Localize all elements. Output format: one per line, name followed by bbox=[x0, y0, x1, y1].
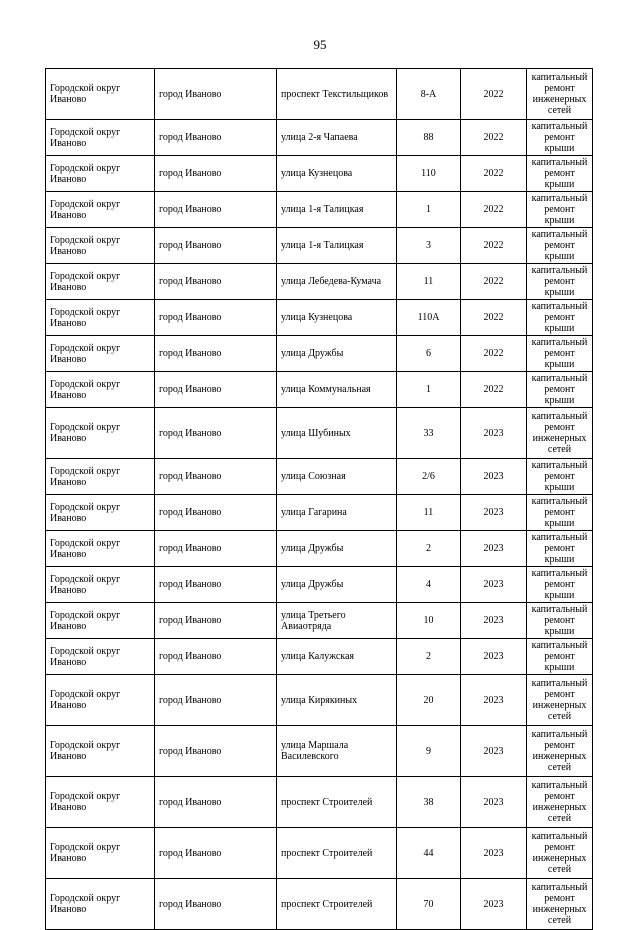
work-type-cell: капитальный ремонт инженерных сетей bbox=[527, 675, 593, 726]
house-number-cell: 38 bbox=[397, 777, 461, 828]
table-row bbox=[46, 156, 593, 192]
work-type-cell: капитальный ремонт инженерных сетей bbox=[527, 879, 593, 930]
locality-cell: город Иваново bbox=[155, 192, 277, 228]
street-cell: улица Маршала Василевского bbox=[277, 726, 397, 777]
housing-repair-table bbox=[45, 68, 593, 930]
year-cell: 2022 bbox=[461, 264, 527, 300]
work-type-cell: капитальный ремонт крыши bbox=[527, 228, 593, 264]
work-type-cell: капитальный ремонт крыши bbox=[527, 120, 593, 156]
street-cell: улица Шубиных bbox=[277, 408, 397, 459]
municipality-cell: Городской округ Иваново bbox=[46, 531, 155, 567]
house-number-cell: 11 bbox=[397, 495, 461, 531]
street-cell: улица Дружбы bbox=[277, 336, 397, 372]
municipality-cell: Городской округ Иваново bbox=[46, 120, 155, 156]
house-number-cell: 4 bbox=[397, 567, 461, 603]
work-type-cell: капитальный ремонт инженерных сетей bbox=[527, 69, 593, 120]
table-row bbox=[46, 879, 593, 930]
street-cell: улица Кузнецова bbox=[277, 300, 397, 336]
table-row bbox=[46, 567, 593, 603]
house-number-cell: 2 bbox=[397, 531, 461, 567]
house-number-cell: 88 bbox=[397, 120, 461, 156]
house-number-cell: 44 bbox=[397, 828, 461, 879]
work-type-cell: капитальный ремонт крыши bbox=[527, 459, 593, 495]
locality-cell: город Иваново bbox=[155, 675, 277, 726]
street-cell: проспект Текстильщиков bbox=[277, 69, 397, 120]
street-cell: улица Третьего Авиаотряда bbox=[277, 603, 397, 639]
work-type-cell: капитальный ремонт инженерных сетей bbox=[527, 828, 593, 879]
work-type-cell: капитальный ремонт крыши bbox=[527, 603, 593, 639]
municipality-cell: Городской округ Иваново bbox=[46, 495, 155, 531]
year-cell: 2023 bbox=[461, 675, 527, 726]
house-number-cell: 1 bbox=[397, 372, 461, 408]
house-number-cell: 1 bbox=[397, 192, 461, 228]
municipality-cell: Городской округ Иваново bbox=[46, 777, 155, 828]
municipality-cell: Городской округ Иваново bbox=[46, 828, 155, 879]
municipality-cell: Городской округ Иваново bbox=[46, 264, 155, 300]
street-cell: улица Дружбы bbox=[277, 531, 397, 567]
table-row bbox=[46, 192, 593, 228]
year-cell: 2022 bbox=[461, 300, 527, 336]
table-row bbox=[46, 603, 593, 639]
street-cell: улица 1-я Талицкая bbox=[277, 228, 397, 264]
municipality-cell: Городской округ Иваново bbox=[46, 675, 155, 726]
locality-cell: город Иваново bbox=[155, 120, 277, 156]
table-row bbox=[46, 639, 593, 675]
year-cell: 2023 bbox=[461, 531, 527, 567]
municipality-cell: Городской округ Иваново bbox=[46, 192, 155, 228]
table-row bbox=[46, 777, 593, 828]
work-type-cell: капитальный ремонт крыши bbox=[527, 156, 593, 192]
locality-cell: город Иваново bbox=[155, 567, 277, 603]
street-cell: улица Кирякиных bbox=[277, 675, 397, 726]
street-cell: улица 2-я Чапаева bbox=[277, 120, 397, 156]
year-cell: 2022 bbox=[461, 372, 527, 408]
year-cell: 2023 bbox=[461, 726, 527, 777]
house-number-cell: 70 bbox=[397, 879, 461, 930]
street-cell: проспект Строителей bbox=[277, 879, 397, 930]
table-row bbox=[46, 459, 593, 495]
work-type-cell: капитальный ремонт крыши bbox=[527, 192, 593, 228]
work-type-cell: капитальный ремонт крыши bbox=[527, 300, 593, 336]
year-cell: 2022 bbox=[461, 228, 527, 264]
year-cell: 2023 bbox=[461, 408, 527, 459]
locality-cell: город Иваново bbox=[155, 639, 277, 675]
municipality-cell: Городской округ Иваново bbox=[46, 639, 155, 675]
table-row bbox=[46, 228, 593, 264]
street-cell: улица Дружбы bbox=[277, 567, 397, 603]
municipality-cell: Городской округ Иваново bbox=[46, 69, 155, 120]
locality-cell: город Иваново bbox=[155, 879, 277, 930]
house-number-cell: 110 bbox=[397, 156, 461, 192]
work-type-cell: капитальный ремонт крыши bbox=[527, 495, 593, 531]
locality-cell: город Иваново bbox=[155, 69, 277, 120]
work-type-cell: капитальный ремонт крыши bbox=[527, 336, 593, 372]
table-row bbox=[46, 69, 593, 120]
locality-cell: город Иваново bbox=[155, 495, 277, 531]
page-number: 95 bbox=[313, 37, 327, 52]
municipality-cell: Городской округ Иваново bbox=[46, 156, 155, 192]
house-number-cell: 2/6 bbox=[397, 459, 461, 495]
year-cell: 2023 bbox=[461, 459, 527, 495]
house-number-cell: 33 bbox=[397, 408, 461, 459]
street-cell: улица Гагарина bbox=[277, 495, 397, 531]
year-cell: 2022 bbox=[461, 69, 527, 120]
municipality-cell: Городской округ Иваново bbox=[46, 567, 155, 603]
year-cell: 2023 bbox=[461, 777, 527, 828]
locality-cell: город Иваново bbox=[155, 531, 277, 567]
house-number-cell: 6 bbox=[397, 336, 461, 372]
locality-cell: город Иваново bbox=[155, 777, 277, 828]
house-number-cell: 8-А bbox=[397, 69, 461, 120]
street-cell: проспект Строителей bbox=[277, 828, 397, 879]
work-type-cell: капитальный ремонт инженерных сетей bbox=[527, 408, 593, 459]
year-cell: 2023 bbox=[461, 828, 527, 879]
street-cell: улица Союзная bbox=[277, 459, 397, 495]
locality-cell: город Иваново bbox=[155, 726, 277, 777]
house-number-cell: 11 bbox=[397, 264, 461, 300]
table-row bbox=[46, 675, 593, 726]
municipality-cell: Городской округ Иваново bbox=[46, 603, 155, 639]
municipality-cell: Городской округ Иваново bbox=[46, 408, 155, 459]
municipality-cell: Городской округ Иваново bbox=[46, 228, 155, 264]
table-row bbox=[46, 372, 593, 408]
work-type-cell: капитальный ремонт крыши bbox=[527, 264, 593, 300]
table-row bbox=[46, 828, 593, 879]
year-cell: 2022 bbox=[461, 336, 527, 372]
municipality-cell: Городской округ Иваново bbox=[46, 459, 155, 495]
work-type-cell: капитальный ремонт крыши bbox=[527, 567, 593, 603]
street-cell: улица Коммунальная bbox=[277, 372, 397, 408]
year-cell: 2023 bbox=[461, 603, 527, 639]
street-cell: проспект Строителей bbox=[277, 777, 397, 828]
work-type-cell: капитальный ремонт инженерных сетей bbox=[527, 726, 593, 777]
municipality-cell: Городской округ Иваново bbox=[46, 300, 155, 336]
locality-cell: город Иваново bbox=[155, 156, 277, 192]
locality-cell: город Иваново bbox=[155, 300, 277, 336]
locality-cell: город Иваново bbox=[155, 459, 277, 495]
street-cell: улица Лебедева-Кумача bbox=[277, 264, 397, 300]
locality-cell: город Иваново bbox=[155, 408, 277, 459]
year-cell: 2022 bbox=[461, 156, 527, 192]
work-type-cell: капитальный ремонт крыши bbox=[527, 372, 593, 408]
locality-cell: город Иваново bbox=[155, 372, 277, 408]
municipality-cell: Городской округ Иваново bbox=[46, 336, 155, 372]
locality-cell: город Иваново bbox=[155, 828, 277, 879]
house-number-cell: 20 bbox=[397, 675, 461, 726]
locality-cell: город Иваново bbox=[155, 264, 277, 300]
table-row bbox=[46, 120, 593, 156]
house-number-cell: 9 bbox=[397, 726, 461, 777]
table-row bbox=[46, 726, 593, 777]
table-row bbox=[46, 264, 593, 300]
house-number-cell: 3 bbox=[397, 228, 461, 264]
table-row bbox=[46, 336, 593, 372]
table-row bbox=[46, 495, 593, 531]
year-cell: 2022 bbox=[461, 192, 527, 228]
municipality-cell: Городской округ Иваново bbox=[46, 879, 155, 930]
street-cell: улица 1-я Талицкая bbox=[277, 192, 397, 228]
locality-cell: город Иваново bbox=[155, 336, 277, 372]
house-number-cell: 110А bbox=[397, 300, 461, 336]
house-number-cell: 10 bbox=[397, 603, 461, 639]
table-row bbox=[46, 300, 593, 336]
municipality-cell: Городской округ Иваново bbox=[46, 372, 155, 408]
year-cell: 2023 bbox=[461, 639, 527, 675]
table-row bbox=[46, 408, 593, 459]
year-cell: 2022 bbox=[461, 120, 527, 156]
locality-cell: город Иваново bbox=[155, 228, 277, 264]
locality-cell: город Иваново bbox=[155, 603, 277, 639]
work-type-cell: капитальный ремонт инженерных сетей bbox=[527, 777, 593, 828]
year-cell: 2023 bbox=[461, 879, 527, 930]
house-number-cell: 2 bbox=[397, 639, 461, 675]
work-type-cell: капитальный ремонт крыши bbox=[527, 639, 593, 675]
table-body bbox=[46, 69, 593, 930]
municipality-cell: Городской округ Иваново bbox=[46, 726, 155, 777]
table-row bbox=[46, 531, 593, 567]
year-cell: 2023 bbox=[461, 495, 527, 531]
street-cell: улица Кузнецова bbox=[277, 156, 397, 192]
year-cell: 2023 bbox=[461, 567, 527, 603]
work-type-cell: капитальный ремонт крыши bbox=[527, 531, 593, 567]
street-cell: улица Калужская bbox=[277, 639, 397, 675]
